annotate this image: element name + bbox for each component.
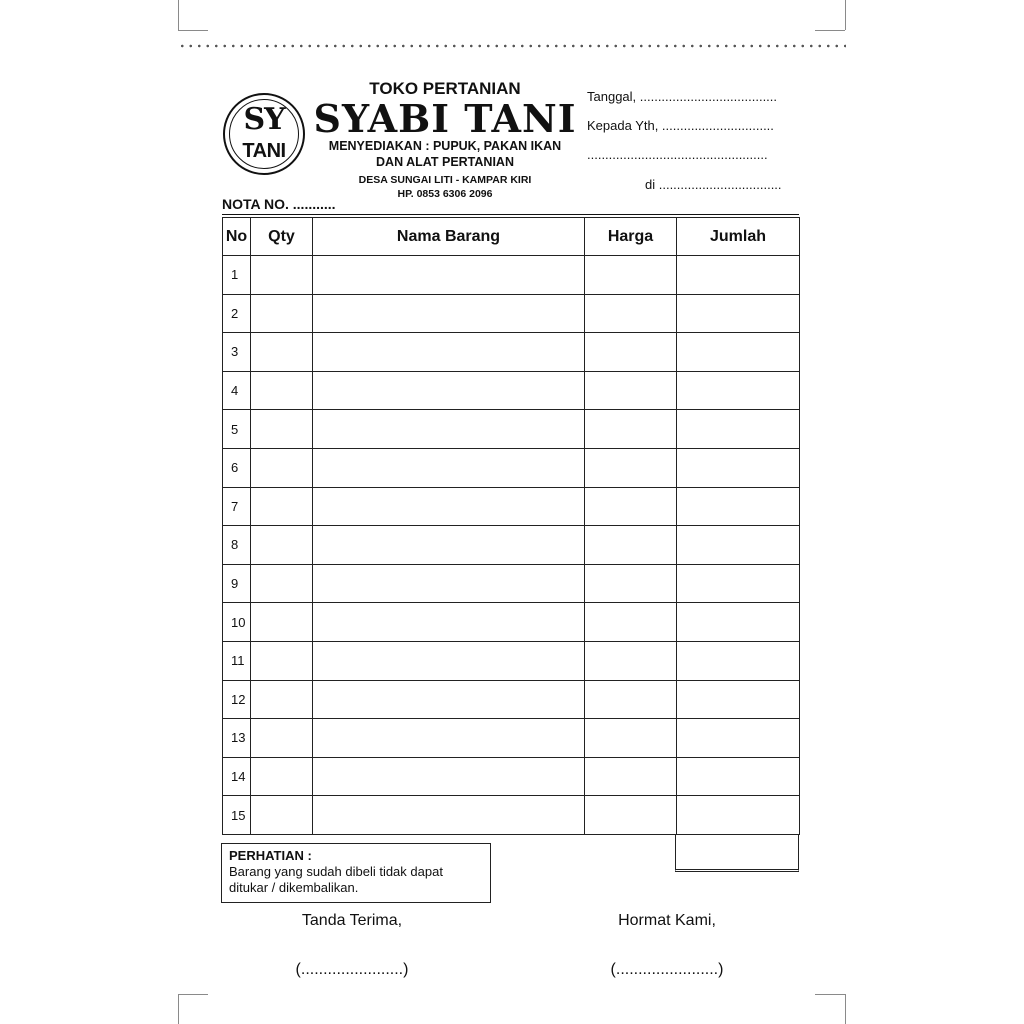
row-number: 3 — [223, 333, 251, 372]
price-cell[interactable] — [585, 719, 677, 758]
row-number: 14 — [223, 757, 251, 796]
table-row — [223, 371, 800, 410]
row-number: 4 — [223, 371, 251, 410]
qty-cell[interactable] — [251, 680, 313, 719]
amount-cell[interactable] — [677, 719, 800, 758]
seller-signature-line[interactable]: (.......................) — [610, 961, 724, 978]
price-cell[interactable] — [585, 757, 677, 796]
receiver-signature-line[interactable]: (.......................) — [295, 961, 409, 978]
crop-mark-top-left-v — [178, 0, 179, 30]
crop-mark-top-right-v — [845, 0, 846, 30]
store-logo — [223, 93, 305, 175]
store-tagline-2: DAN ALAT PERTANIAN — [376, 155, 514, 169]
logo-subtext: TANI — [242, 140, 286, 162]
item-name-cell[interactable] — [313, 641, 585, 680]
logo-initials: SY — [243, 102, 285, 137]
row-number: 15 — [223, 796, 251, 835]
notice-title: PERHATIAN : — [229, 848, 312, 863]
qty-cell[interactable] — [251, 448, 313, 487]
store-name: SYABI TANI — [313, 96, 577, 141]
col-header-price: Harga — [585, 218, 677, 256]
header-rule — [222, 214, 799, 215]
perforation-line — [178, 44, 846, 48]
item-name-cell[interactable] — [313, 564, 585, 603]
qty-cell[interactable] — [251, 757, 313, 796]
qty-cell[interactable] — [251, 603, 313, 642]
price-cell[interactable] — [585, 448, 677, 487]
item-name-cell[interactable] — [313, 294, 585, 333]
col-header-qty: Qty — [251, 218, 313, 256]
table-header-row — [223, 218, 800, 256]
table-row — [223, 796, 800, 835]
crop-mark-bottom-right-v — [845, 994, 846, 1024]
qty-cell[interactable] — [251, 487, 313, 526]
qty-cell[interactable] — [251, 333, 313, 372]
item-name-cell[interactable] — [313, 487, 585, 526]
col-header-item-name: Nama Barang — [313, 218, 585, 256]
col-header-no: No — [223, 218, 251, 256]
amount-cell[interactable] — [677, 680, 800, 719]
item-name-cell[interactable] — [313, 526, 585, 565]
recipient-field[interactable]: Kepada Yth, ............................... — [587, 118, 774, 133]
row-number: 12 — [223, 680, 251, 719]
crop-mark-bottom-left-h — [178, 994, 208, 995]
price-cell[interactable] — [585, 487, 677, 526]
price-cell[interactable] — [585, 641, 677, 680]
total-amount-box[interactable] — [675, 834, 799, 872]
table-row — [223, 757, 800, 796]
crop-mark-bottom-right-h — [815, 994, 845, 995]
table-row — [223, 680, 800, 719]
price-cell[interactable] — [585, 294, 677, 333]
row-number: 7 — [223, 487, 251, 526]
item-name-cell[interactable] — [313, 371, 585, 410]
qty-cell[interactable] — [251, 796, 313, 835]
amount-cell[interactable] — [677, 487, 800, 526]
price-cell[interactable] — [585, 680, 677, 719]
date-field[interactable]: Tanggal, ...................................... — [587, 89, 778, 104]
item-name-cell[interactable] — [313, 256, 585, 295]
table-row — [223, 641, 800, 680]
notice-text: Barang yang sudah dibeli tidak dapat ditukar / dikembalikan. — [229, 864, 443, 895]
amount-cell[interactable] — [677, 757, 800, 796]
amount-cell[interactable] — [677, 448, 800, 487]
recipient-extra-field[interactable]: .................................................. — [587, 147, 768, 162]
qty-cell[interactable] — [251, 564, 313, 603]
table-row — [223, 719, 800, 758]
table-row — [223, 526, 800, 565]
row-number: 10 — [223, 603, 251, 642]
amount-cell[interactable] — [677, 796, 800, 835]
row-number: 8 — [223, 526, 251, 565]
qty-cell[interactable] — [251, 410, 313, 449]
crop-mark-bottom-left-v — [178, 994, 179, 1024]
qty-cell[interactable] — [251, 371, 313, 410]
row-number: 9 — [223, 564, 251, 603]
crop-mark-top-right-h — [815, 30, 845, 31]
amount-cell[interactable] — [677, 641, 800, 680]
amount-cell[interactable] — [677, 564, 800, 603]
store-phone: HP. 0853 6306 2096 — [397, 188, 493, 200]
amount-cell[interactable] — [677, 333, 800, 372]
item-name-cell[interactable] — [313, 603, 585, 642]
price-cell[interactable] — [585, 410, 677, 449]
row-number: 1 — [223, 256, 251, 295]
seller-signature-label: Hormat Kami, — [618, 912, 716, 929]
invoice-number-field[interactable]: NOTA NO. ........... — [222, 196, 336, 212]
table-row — [223, 564, 800, 603]
row-number: 13 — [223, 719, 251, 758]
location-field[interactable]: di .................................. — [645, 177, 782, 192]
item-name-cell[interactable] — [313, 410, 585, 449]
qty-cell[interactable] — [251, 641, 313, 680]
receiver-signature-label: Tanda Terima, — [301, 912, 403, 929]
price-cell[interactable] — [585, 564, 677, 603]
table-row — [223, 448, 800, 487]
amount-cell[interactable] — [677, 526, 800, 565]
price-cell[interactable] — [585, 256, 677, 295]
price-cell[interactable] — [585, 526, 677, 565]
store-tagline-1: MENYEDIAKAN : PUPUK, PAKAN IKAN — [328, 139, 562, 153]
qty-cell[interactable] — [251, 294, 313, 333]
qty-cell[interactable] — [251, 526, 313, 565]
item-name-cell[interactable] — [313, 333, 585, 372]
amount-cell[interactable] — [677, 256, 800, 295]
col-header-amount: Jumlah — [677, 218, 800, 256]
price-cell[interactable] — [585, 603, 677, 642]
row-number: 6 — [223, 448, 251, 487]
item-name-cell[interactable] — [313, 719, 585, 758]
table-row — [223, 487, 800, 526]
table-row — [223, 603, 800, 642]
amount-cell[interactable] — [677, 410, 800, 449]
table-row — [223, 256, 800, 295]
item-name-cell[interactable] — [313, 448, 585, 487]
amount-cell[interactable] — [677, 371, 800, 410]
items-table — [222, 217, 800, 835]
store-type: TOKO PERTANIAN — [369, 79, 521, 98]
amount-cell[interactable] — [677, 294, 800, 333]
table-row — [223, 410, 800, 449]
crop-mark-top-left-h — [178, 30, 208, 31]
item-name-cell[interactable] — [313, 757, 585, 796]
qty-cell[interactable] — [251, 719, 313, 758]
price-cell[interactable] — [585, 796, 677, 835]
row-number: 11 — [223, 641, 251, 680]
store-address: DESA SUNGAI LITI - KAMPAR KIRI — [358, 174, 532, 186]
amount-cell[interactable] — [677, 603, 800, 642]
row-number: 5 — [223, 410, 251, 449]
table-row — [223, 333, 800, 372]
item-name-cell[interactable] — [313, 796, 585, 835]
row-number: 2 — [223, 294, 251, 333]
price-cell[interactable] — [585, 371, 677, 410]
item-name-cell[interactable] — [313, 680, 585, 719]
notice-box — [221, 843, 491, 903]
qty-cell[interactable] — [251, 256, 313, 295]
table-row — [223, 294, 800, 333]
price-cell[interactable] — [585, 333, 677, 372]
